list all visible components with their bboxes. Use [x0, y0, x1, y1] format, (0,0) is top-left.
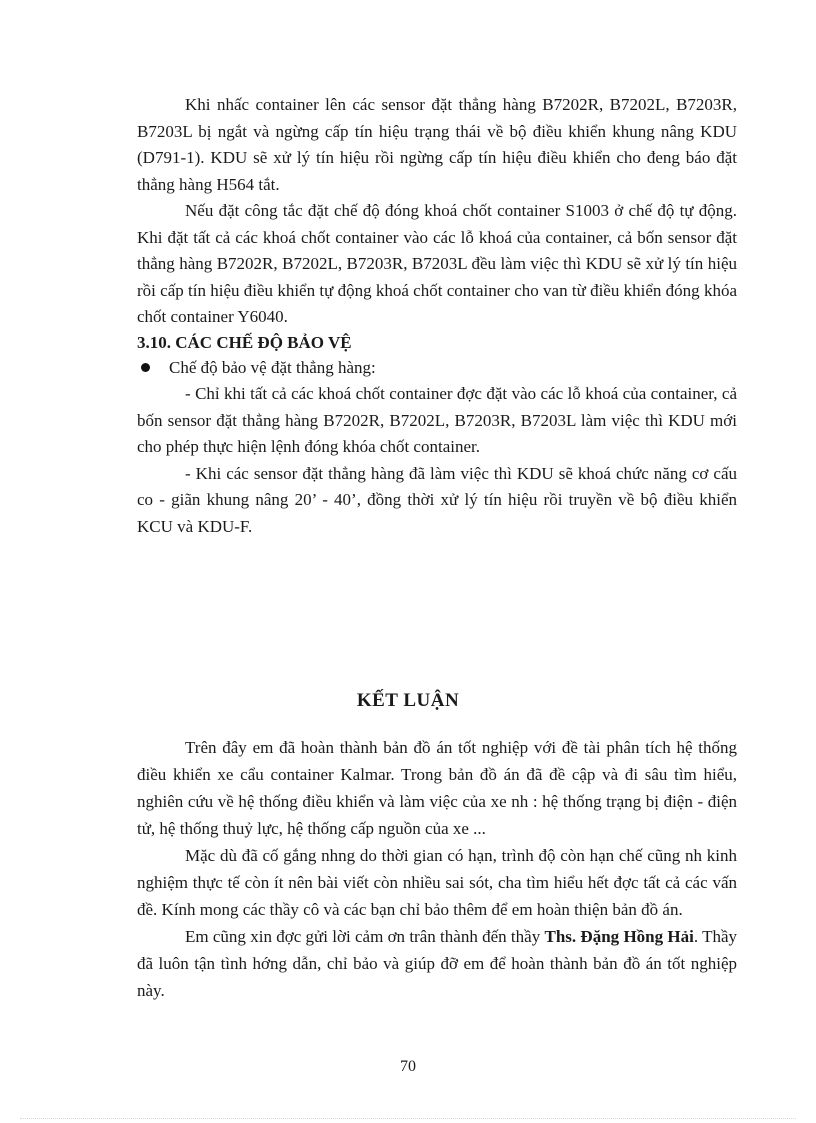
paragraph-lifting: Khi nhấc container lên các sensor đặt thẳng hàng B7202R, B7202L, B7203R, B7203L bị ngắt và ngừng cấp tín hiệu trạng thái về bộ điều khiển khung nâng KDU (D791-1). KDU sẽ xử lý tín hiệu rồi ngừng cấp tín hiệu điều khiển cho đeng báo đặt thẳng hàng H564 tắt.	[137, 95, 737, 194]
thanks-text: Em cũng xin đợc gửi lời cảm ơn trân thành đến thầy	[185, 927, 545, 946]
section-body	[137, 92, 737, 540]
page-number: 70	[400, 1058, 416, 1075]
conclusion-title: KẾT LUẬN	[356, 690, 460, 711]
conclusion-body	[137, 734, 737, 1004]
bullet-icon	[141, 363, 150, 372]
advisor-name: Ths. Đặng Hồng Hải	[544, 927, 694, 946]
bottom-divider	[20, 1118, 796, 1119]
conclusion-paragraph-1: Trên đây em đã hoàn thành bản đồ án tốt nghiệp với đề tài phân tích hệ thống điều khiển xe cẩu container Kalmar. Trong bản đồ án đã đề cập và đi sâu tìm hiểu, nghiên cứu về hệ thống điều khiển và làm việc của xe nh : hệ thống trạng bị điện - điện tử, hệ thống thuỷ lực, hệ thống cấp nguồn của xe ...	[137, 738, 737, 838]
thanks-text-end: . Thầy đã luôn tận tình hớng dẫn, chỉ bảo và giúp đỡ em để hoàn thành bản đồ án tốt nghiệp này.	[137, 927, 737, 1000]
bullet-text: Chế độ bảo vệ đặt thẳng hàng:	[169, 357, 376, 377]
protection-item-1: - Chỉ khi tất cả các khoá chốt container đợc đặt vào các lỗ khoá của container, cả bốn sensor đặt thẳng hàng B7202R, B7202L, B7203R, B7203L làm việc thì KDU mới cho phép thực hiện lệnh đóng khóa chốt container.	[137, 384, 737, 456]
section-heading: 3.10. CÁC CHẾ ĐỘ BẢO VỆ	[137, 332, 352, 352]
conclusion-paragraph-3	[137, 923, 737, 1004]
conclusion-paragraph-2: Mặc dù đã cố gắng nhng do thời gian có hạn, trình độ còn hạn chế cũng nh kinh nghiệm thực tế còn ít nên bài viết còn nhiều sai sót, cha tìm hiểu hết đợc tất cả các vấn đề. Kính mong các thầy cô và các bạn chỉ bảo thêm để em hoàn thiện bản đồ án.	[137, 846, 737, 919]
paragraph-auto-lock: Nếu đặt công tắc đặt chế độ đóng khoá chốt container S1003 ở chế độ tự động. Khi đặt tất cả các khoá chốt container vào các lỗ khoá của container, cả bốn sensor đặt thẳng hàng B7202R, B7202L, B7203R, B7203L đều làm việc thì KDU sẽ xử lý tín hiệu rồi cấp tín hiệu điều khiển tự động khoá chốt container cho van từ điều khiển đóng khóa chốt container Y6040.	[137, 201, 737, 326]
protection-item-2: - Khi các sensor đặt thẳng hàng đã làm việc thì KDU sẽ khoá chức năng cơ cấu co - giãn khung nâng 20’ - 40’, đồng thời xử lý tín hiệu rồi truyền về bộ điều khiển KCU và KDU-F.	[137, 463, 737, 536]
bullet-item	[137, 355, 737, 382]
